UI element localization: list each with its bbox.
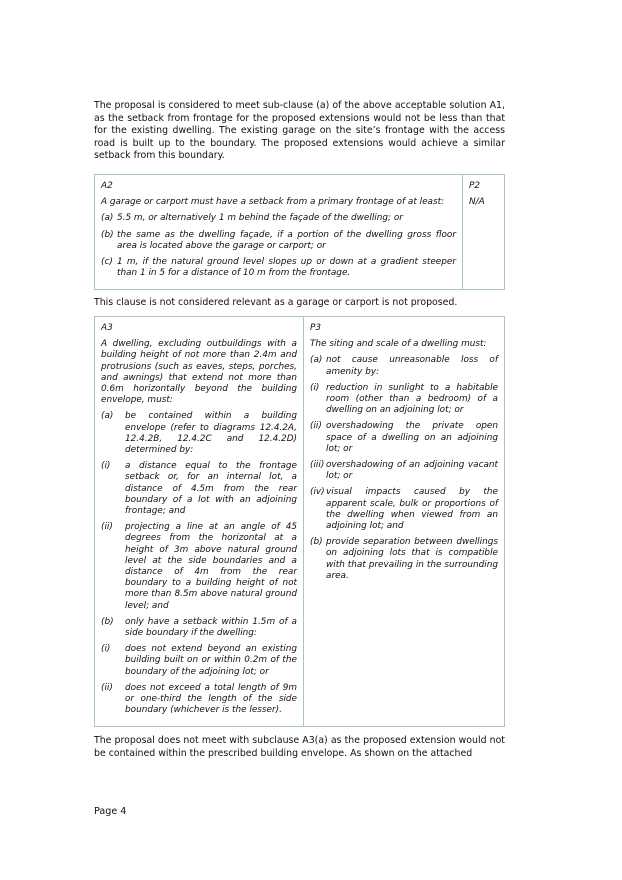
clause-marker: (ii) [101, 682, 113, 693]
clause-text: 1 m, if the natural ground level slopes up or down at a gradient steeper than 1 in 5 for a distance of 10 m from the frontage. [117, 256, 456, 279]
a3-cell [95, 317, 304, 727]
a3-items [101, 411, 297, 716]
clause-item [101, 230, 456, 252]
a2-intro: A garage or carport must have a setback from a primary frontage of at least: [101, 197, 445, 208]
clause-marker: (b) [101, 616, 114, 627]
clause-marker: (ii) [101, 522, 113, 533]
a2-cell [95, 175, 463, 289]
clause-text: does not extend beyond an existing building built on or within 0.2m of the boundary of the adjoining lot; or [125, 644, 297, 677]
clause-text: not cause unreasonable loss of amenity by: [326, 355, 498, 377]
clause-text: provide separation between dwellings on adjoining lots that is compatible with that prevailing in the surrounding area. [326, 537, 498, 581]
clause-item [101, 411, 297, 456]
clause-item [101, 644, 297, 678]
page-number: Page 4 [94, 806, 127, 817]
a2-label: A2 [101, 180, 113, 191]
p2-text: N/A [469, 197, 485, 208]
clause-marker: (a) [310, 355, 323, 366]
clause-marker: (b) [310, 537, 323, 548]
p2-cell [463, 175, 504, 289]
clause-text: reduction in sunlight to a habitable room (other than a bedroom) of a dwelling on an adjoining lot; or [326, 382, 498, 416]
clause-item [310, 487, 498, 532]
clause-item [101, 683, 297, 717]
clause-item [101, 257, 456, 279]
clause-marker: (b) [101, 229, 114, 240]
clause-marker: (c) [101, 256, 113, 267]
clause-item [310, 460, 498, 482]
clause-text: the same as the dwelling façade, if a portion of the dwelling gross floor area is located above the garage or carport; or [117, 229, 456, 251]
clause-item [310, 421, 498, 455]
clause-text: be contained within a building envelope (refer to diagrams 12.4.2A, 12.4.2B, 12.4.2C and 12.4.2D) determined by: [125, 411, 297, 456]
clause-item [310, 383, 498, 417]
a3-intro: A dwelling, excluding outbuildings with a building height of not more than 2.4m and protrusions (such as eaves, steps, porches, and awnings) that extend not more than 0.6m horizontally beyond the building envelope, must: [101, 339, 297, 406]
clause-text: visual impacts caused by the apparent scale, bulk or proportions of the dwelling when viewed from an adjoining lot; and [326, 487, 498, 532]
intro-paragraph: The proposal is considered to meet sub-clause (a) of the above acceptable solution A1, as the setback from frontage for the proposed extensions would not be less than that for the existing dwelling. The existing garage on the site’s frontage with the access road is built up to the boundary. The proposed extensions would achieve a similar setback from this boundary. [94, 100, 505, 162]
closing-paragraph: The proposal does not meet with subclause A3(a) as the proposed extension would not be contained within the prescribed building envelope. As shown on the attached [94, 735, 505, 760]
clause-marker: (i) [101, 644, 111, 655]
p3-label: P3 [310, 322, 321, 333]
p2-label: P2 [469, 180, 480, 191]
p3-items [310, 355, 498, 582]
a2-items [101, 213, 456, 279]
table-a2-p2 [94, 174, 505, 290]
clause-marker: (i) [101, 461, 111, 472]
clause-item [101, 213, 456, 224]
document-page [94, 100, 505, 761]
clause-text: does not exceed a total length of 9m or one-third the length of the side boundary (whichever is the lesser). [125, 682, 297, 716]
clause-text: only have a setback within 1.5m of a side boundary if the dwelling: [125, 616, 297, 639]
clause-text: overshadowing the private open space of a dwelling on an adjoining lot; or [326, 421, 498, 454]
clause-text: a distance equal to the frontage setback or, for an internal lot, a distance of 4.5m from the rear boundary of a lot with an adjoining frontage; and [125, 461, 297, 517]
p3-cell [304, 317, 504, 727]
clause-text: 5.5 m, or alternatively 1 m behind the façade of the dwelling; or [117, 213, 403, 224]
table-a3-p3 [94, 316, 505, 728]
clause-marker: (iii) [310, 460, 325, 471]
clause-item [310, 355, 498, 377]
a3-label: A3 [101, 322, 113, 333]
clause-text: overshadowing of an adjoining vacant lot; or [326, 460, 498, 482]
mid-paragraph: This clause is not considered relevant as a garage or carport is not proposed. [94, 297, 458, 309]
clause-marker: (a) [101, 213, 114, 224]
clause-text: projecting a line at an angle of 45 degrees from the horizontal at a height of 3m above natural ground level at the side boundaries and a distance of 4m from the rear boundary to a building height of not more than 8.5m above natural ground level; and [125, 522, 297, 611]
clause-item [310, 537, 498, 582]
clause-marker: (a) [101, 411, 114, 422]
clause-item [101, 522, 297, 612]
clause-marker: (i) [310, 382, 320, 393]
clause-item [101, 461, 297, 517]
clause-marker: (iv) [310, 487, 325, 498]
clause-marker: (ii) [310, 421, 322, 432]
p3-intro: The siting and scale of a dwelling must: [310, 339, 487, 350]
clause-item [101, 617, 297, 639]
